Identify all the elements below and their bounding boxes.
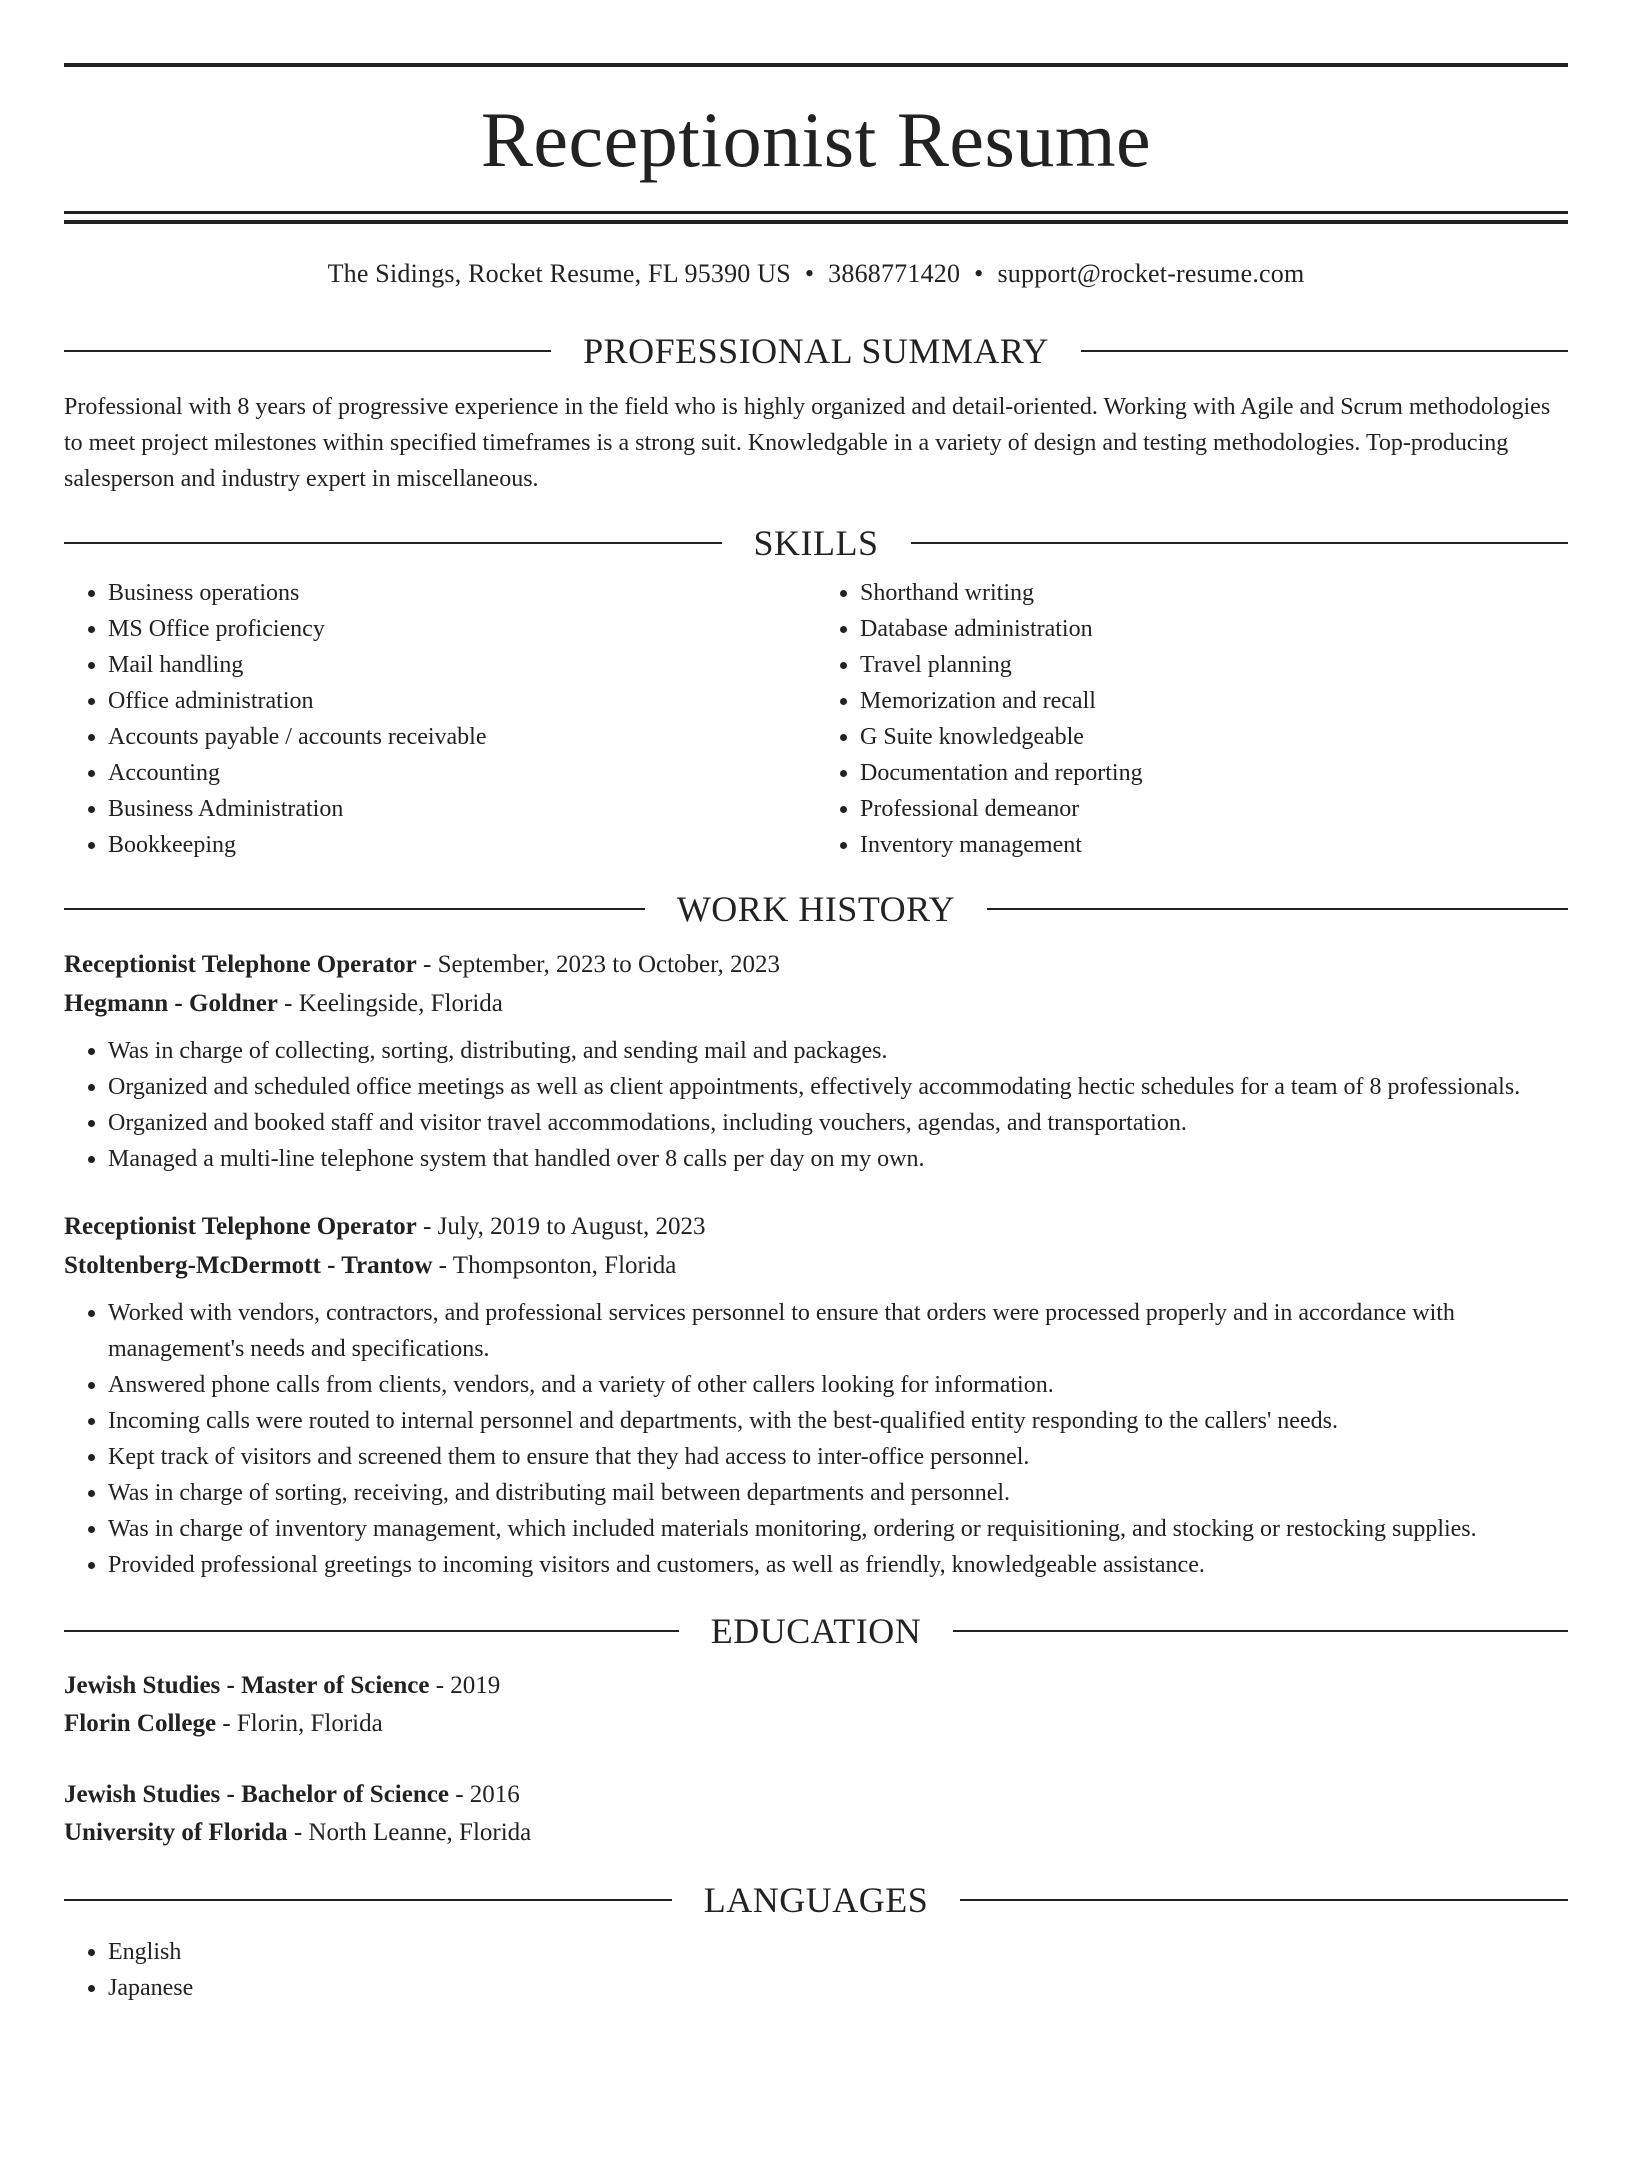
job-location: - Keelingside, Florida (277, 990, 503, 1017)
job-entry (64, 945, 1568, 1177)
job-bullet: • Was in charge of inventory management, which included materials monitoring, ordering or requisitioning, and stocking or restocking supplies. (108, 1511, 1568, 1547)
job-bullets (64, 1033, 1568, 1177)
job-bullets (64, 1295, 1568, 1583)
skills-heading (64, 525, 1568, 561)
job-bullet: • Worked with vendors, contractors, and professional services personnel to ensure that orders were processed properly and in accordance with management's needs and specifications. (108, 1295, 1568, 1367)
education-title: EDUCATION (710, 1611, 922, 1651)
degree-line (64, 1667, 1568, 1705)
job-dates: - September, 2023 to October, 2023 (416, 951, 780, 978)
job-title: Receptionist Telephone Operator (64, 1213, 417, 1240)
job-company-line (64, 984, 1568, 1023)
skill-item: • Documentation and reporting (860, 755, 1568, 791)
degree-year: - 2016 (448, 1781, 520, 1808)
heading-rule (64, 1899, 672, 1901)
header-rule-1 (64, 211, 1568, 214)
skills-column-left (64, 575, 816, 863)
education-heading (64, 1613, 1568, 1649)
skill-item: • Inventory management (860, 827, 1568, 863)
skill-item: • Professional demeanor (860, 791, 1568, 827)
job-dates: - July, 2019 to August, 2023 (416, 1213, 706, 1240)
degree-line (64, 1776, 1568, 1814)
job-company-line (64, 1246, 1568, 1285)
heading-rule (1081, 350, 1568, 352)
heading-rule (64, 1630, 679, 1632)
degree-year: - 2019 (429, 1672, 501, 1699)
job-title-line (64, 1207, 1568, 1246)
education-entry (64, 1776, 1568, 1852)
school: Florin College (64, 1710, 217, 1737)
skill-item: • G Suite knowledgeable (860, 719, 1568, 755)
school-location: - Florin, Florida (216, 1710, 383, 1737)
contact-address: The Sidings, Rocket Resume, FL 95390 US (327, 259, 791, 288)
language-item: • Japanese (108, 1970, 1568, 2006)
heading-rule (64, 542, 722, 544)
skill-item: • Accounting (108, 755, 816, 791)
skills-list (64, 575, 1568, 863)
work-title: WORK HISTORY (676, 889, 956, 929)
skill-item: • Travel planning (860, 647, 1568, 683)
work-heading (64, 891, 1568, 927)
degree: Jewish Studies - Bachelor of Science (64, 1781, 449, 1808)
summary-title: PROFESSIONAL SUMMARY (583, 331, 1049, 371)
heading-rule (64, 350, 551, 352)
school-line (64, 1814, 1568, 1852)
skill-item: • Business Administration (108, 791, 816, 827)
contact-separator: • (804, 259, 815, 288)
heading-rule (987, 908, 1568, 910)
job-bullet: • Incoming calls were routed to internal personnel and departments, with the best-qualified entity responding to the callers' needs. (108, 1403, 1568, 1439)
languages-list (64, 1934, 1568, 2006)
skill-item: • Business operations (108, 575, 816, 611)
summary-text: Professional with 8 years of progressive experience in the field who is highly organized and detail-oriented. Working with Agile and Scrum methodologies to meet project milestones within specified timeframes is a strong suit. Knowledgable in a variety of design and testing methodologies. Top-producing salesperson and industry expert in miscellaneous. (64, 394, 1551, 492)
school-line (64, 1705, 1568, 1743)
job-bullet: • Managed a multi-line telephone system that handled over 8 calls per day on my own. (108, 1141, 1568, 1177)
job-location: - Thompsonton, Florida (432, 1252, 677, 1279)
skill-item: • Database administration (860, 611, 1568, 647)
job-bullet: • Organized and booked staff and visitor travel accommodations, including vouchers, agendas, and transportation. (108, 1105, 1568, 1141)
school-location: - North Leanne, Florida (287, 1819, 532, 1846)
skill-item: • Accounts payable / accounts receivable (108, 719, 816, 755)
heading-rule (953, 1630, 1568, 1632)
job-bullet: • Provided professional greetings to incoming visitors and customers, as well as friendly, knowledgeable assistance. (108, 1547, 1568, 1583)
skills-column-right (816, 575, 1568, 863)
job-bullet: • Kept track of visitors and screened them to ensure that they had access to inter-office personnel. (108, 1439, 1568, 1475)
skills-title: SKILLS (753, 523, 879, 563)
education-entry (64, 1667, 1568, 1743)
skill-item: • Office administration (108, 683, 816, 719)
contact-phone: 3868771420 (828, 259, 961, 288)
job-entry (64, 1207, 1568, 1583)
skill-item: • Mail handling (108, 647, 816, 683)
heading-rule (960, 1899, 1568, 1901)
skill-item: • Memorization and recall (860, 683, 1568, 719)
job-bullet: • Was in charge of sorting, receiving, and distributing mail between departments and personnel. (108, 1475, 1568, 1511)
skill-item: • MS Office proficiency (108, 611, 816, 647)
resume-page (0, 63, 1632, 2175)
job-bullet: • Answered phone calls from clients, vendors, and a variety of other callers looking for information. (108, 1367, 1568, 1403)
heading-rule (911, 542, 1569, 544)
contact-email: support@rocket-resume.com (997, 259, 1305, 288)
degree: Jewish Studies - Master of Science (64, 1672, 430, 1699)
heading-rule (64, 908, 645, 910)
summary-heading (64, 333, 1568, 369)
job-company: Stoltenberg-McDermott - Trantow (64, 1252, 433, 1279)
languages-title: LANGUAGES (703, 1880, 929, 1920)
header-rule-2 (64, 220, 1568, 224)
contact-line (64, 261, 1568, 287)
job-title-line (64, 945, 1568, 984)
job-bullet: • Was in charge of collecting, sorting, distributing, and sending mail and packages. (108, 1033, 1568, 1069)
contact-separator: • (974, 259, 984, 288)
language-item: • English (108, 1934, 1568, 1970)
page-title: Receptionist Resume (480, 96, 1152, 183)
job-bullet: • Organized and scheduled office meetings as well as client appointments, effectively accommodating hectic schedules for a team of 8 professionals. (108, 1069, 1568, 1105)
skill-item: • Bookkeeping (108, 827, 816, 863)
skill-item: • Shorthand writing (860, 575, 1568, 611)
job-company: Hegmann - Goldner (64, 990, 278, 1017)
languages-heading (64, 1882, 1568, 1918)
job-title: Receptionist Telephone Operator (64, 951, 417, 978)
school: University of Florida (64, 1819, 288, 1846)
